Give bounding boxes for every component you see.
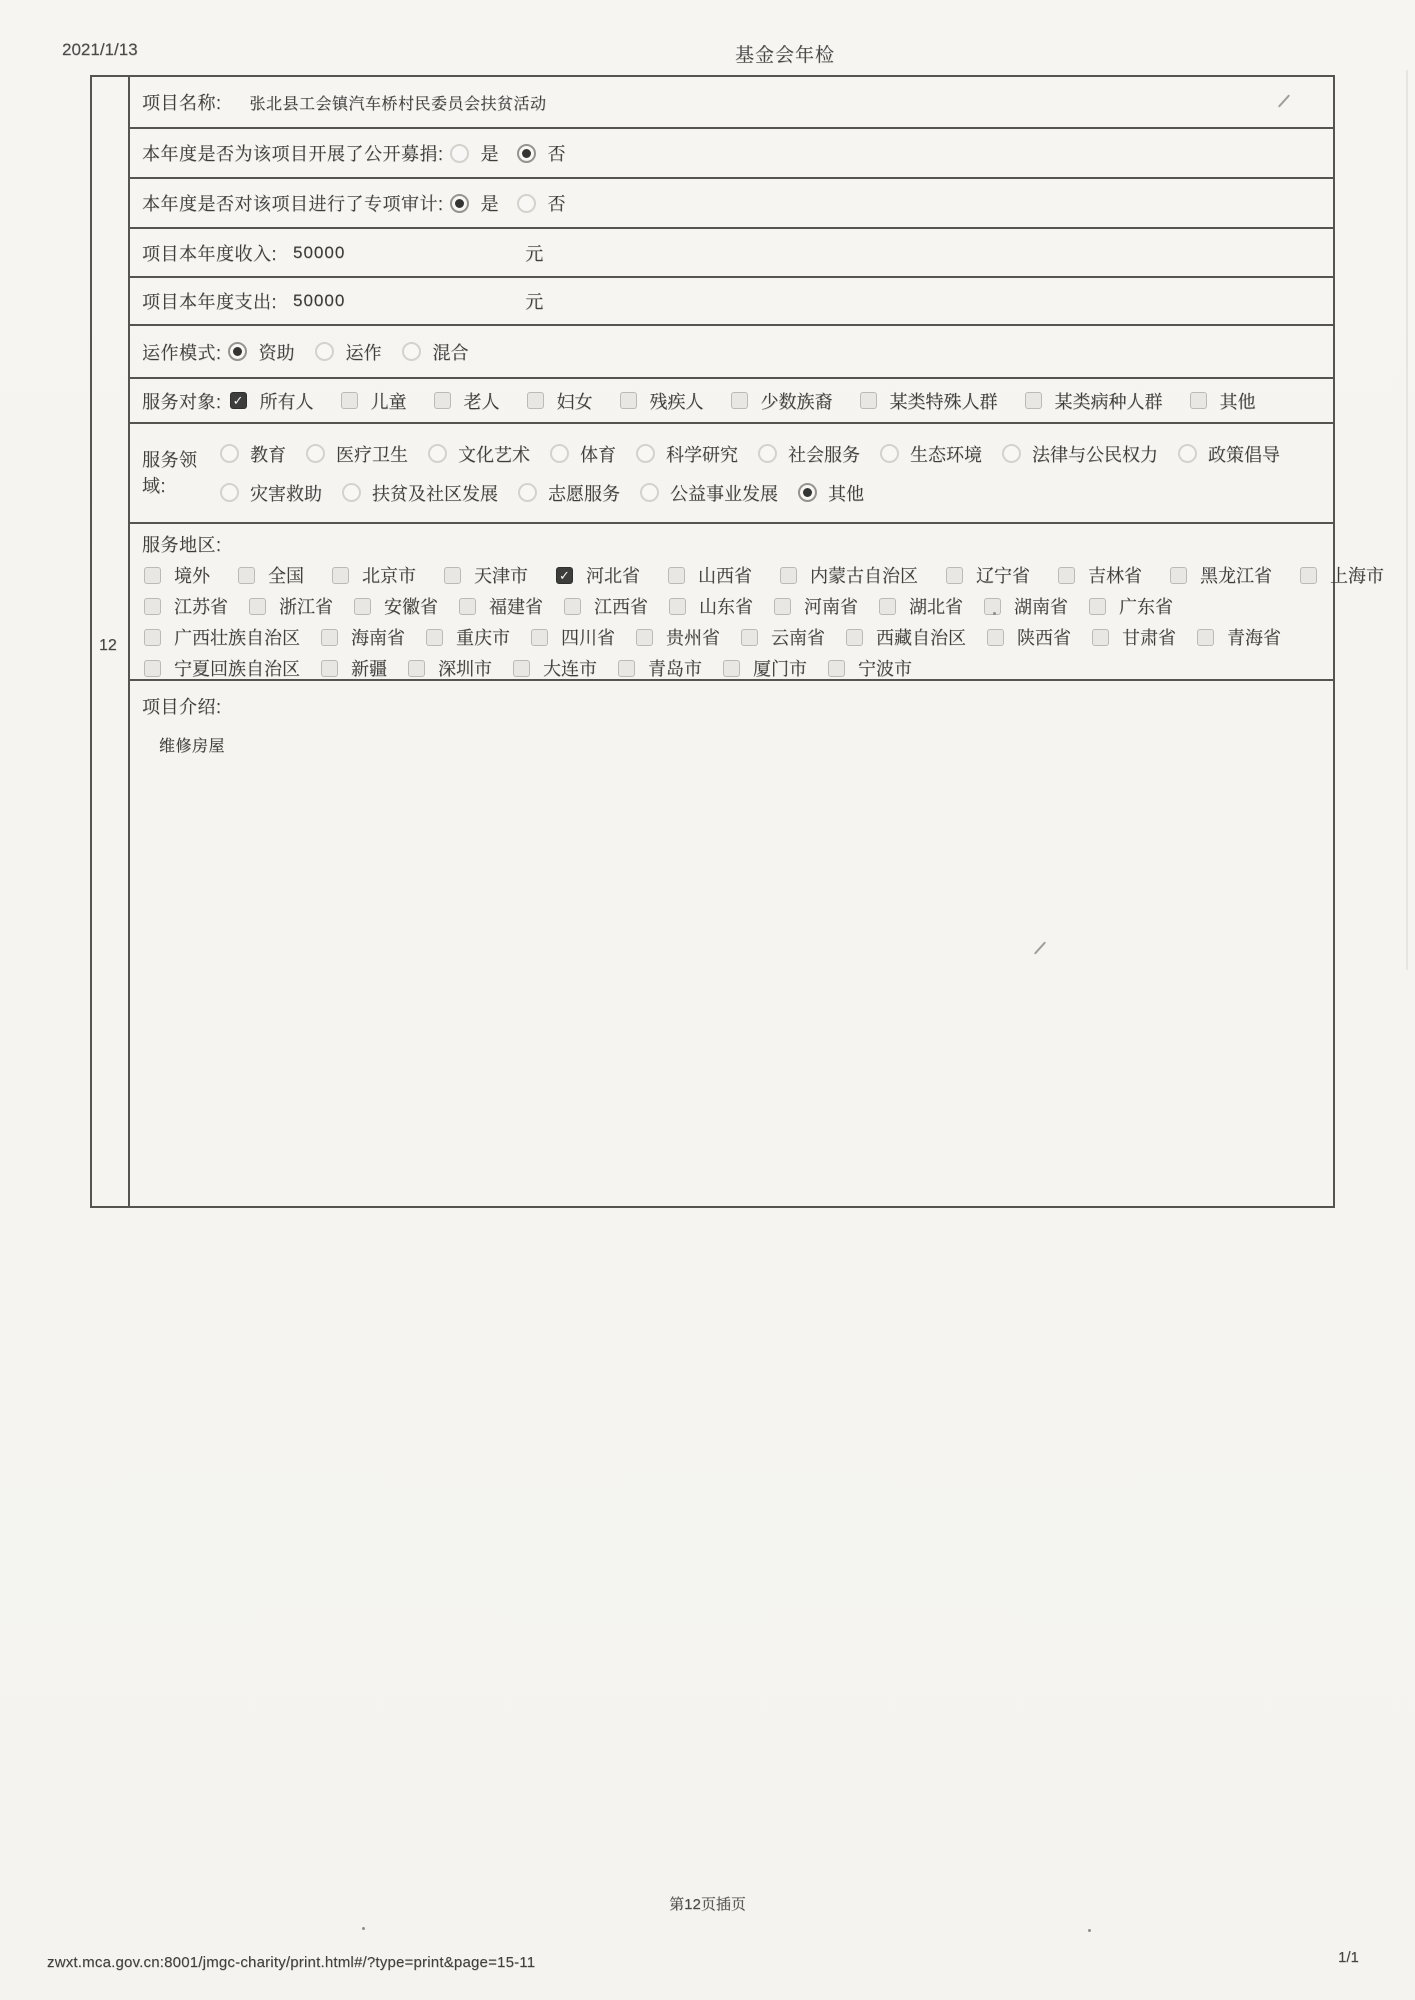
checkbox-option[interactable] [354, 593, 438, 619]
option-label: 上海市 [1330, 566, 1384, 586]
page-title: 基金会年检 [735, 45, 836, 66]
checkbox-option[interactable] [564, 593, 648, 619]
radio-icon[interactable] [517, 144, 536, 163]
scan-artifact-dot [362, 1927, 365, 1930]
radio-dot [455, 199, 464, 208]
option-label: 重庆市 [456, 628, 510, 648]
form-row-service-area [130, 524, 1384, 681]
footer-source-url: zwxt.mca.gov.cn:8001/jmgc-charity/print.html#/?type=print&page=15-11 [47, 1954, 536, 1971]
service-target-options [230, 388, 1256, 414]
checkbox-option[interactable] [144, 562, 210, 588]
radio-icon[interactable] [880, 444, 899, 463]
footer-page-indicator: 1/1 [1338, 1949, 1359, 1966]
radio-icon[interactable] [428, 444, 447, 463]
option-label: 深圳市 [438, 659, 492, 679]
option-label: 医疗卫生 [336, 444, 408, 465]
option-label: 老人 [463, 391, 500, 412]
option-label: 山东省 [699, 597, 753, 617]
radio-icon[interactable] [758, 444, 777, 463]
radio-icon[interactable] [517, 194, 536, 213]
radio-option[interactable] [342, 480, 498, 506]
option-label: 是 [480, 194, 499, 214]
checkbox-icon[interactable] [828, 660, 845, 677]
option-label: 云南省 [771, 628, 825, 648]
checkbox-option[interactable] [444, 562, 528, 588]
checkbox-option[interactable] [860, 388, 998, 414]
option-label: 四川省 [561, 628, 615, 648]
scan-artifact-dot [993, 612, 996, 615]
radio-option[interactable] [220, 480, 322, 506]
option-label: 广东省 [1119, 597, 1173, 617]
radio-icon[interactable] [228, 342, 247, 361]
radio-icon[interactable] [518, 483, 537, 502]
checkbox-icon[interactable] [1092, 629, 1109, 646]
radio-option[interactable] [220, 441, 286, 467]
special-audit-label: 本年度是否对该项目进行了专项审计: [142, 194, 444, 214]
radio-icon[interactable] [1002, 444, 1021, 463]
option-label: 体育 [580, 444, 616, 465]
checkbox-icon[interactable] [408, 660, 425, 677]
radio-icon[interactable] [220, 483, 239, 502]
income-value: 50000 [293, 242, 346, 262]
option-label: 陕西省 [1017, 628, 1071, 648]
footer-insert-note: 第12页插页 [669, 1896, 746, 1913]
radio-option[interactable] [428, 441, 530, 467]
option-label: 生态环境 [910, 444, 982, 465]
checkbox-icon[interactable] [144, 629, 161, 646]
radio-option[interactable] [450, 140, 499, 166]
checkbox-icon[interactable] [238, 567, 255, 584]
checkbox-option[interactable] [1025, 388, 1163, 414]
checkbox-option[interactable] [341, 388, 407, 414]
checkbox-icon[interactable] [434, 392, 451, 409]
service-target-label: 服务对象: [142, 391, 222, 412]
income-unit: 元 [525, 243, 544, 264]
scan-artifact-dot [1088, 1929, 1091, 1932]
checkbox-icon[interactable] [618, 660, 635, 677]
checkbox-option[interactable] [636, 624, 720, 650]
checkbox-option[interactable] [426, 624, 510, 650]
radio-icon[interactable] [798, 483, 817, 502]
checkbox-icon[interactable] [144, 567, 161, 584]
option-label: 某类病种人群 [1054, 391, 1163, 412]
public-fundraising-label: 本年度是否为该项目开展了公开募捐: [142, 144, 444, 164]
radio-option[interactable] [517, 140, 566, 166]
checkbox-option[interactable] [846, 624, 966, 650]
radio-option[interactable] [315, 339, 382, 365]
checkbox-option[interactable] [1170, 562, 1272, 588]
checkbox-icon[interactable] [1058, 567, 1075, 584]
form-row-special-audit [130, 179, 1333, 229]
checkbox-icon[interactable] [987, 629, 1004, 646]
checkbox-icon[interactable] [620, 392, 637, 409]
checkbox-icon[interactable] [741, 629, 758, 646]
form-row-project-name [130, 77, 1333, 129]
operation-mode-options [228, 339, 469, 365]
option-label: 所有人 [259, 391, 314, 412]
radio-icon[interactable] [450, 194, 469, 213]
option-label: 否 [547, 144, 566, 164]
radio-icon[interactable] [342, 483, 361, 502]
radio-icon[interactable] [402, 342, 421, 361]
checkbox-icon[interactable] [332, 567, 349, 584]
checkbox-icon[interactable] [731, 392, 748, 409]
form-row-project-intro [130, 681, 1333, 1206]
annual-inspection-form-table [90, 75, 1384, 1208]
checkbox-option[interactable] [408, 655, 492, 681]
option-label: 福建省 [489, 597, 543, 617]
option-label: 吉林省 [1088, 566, 1142, 586]
option-label: 海南省 [351, 628, 405, 648]
scan-edge-shadow [1406, 70, 1408, 970]
radio-option[interactable] [636, 441, 738, 467]
checkbox-icon[interactable] [946, 567, 963, 584]
option-label: 公益事业发展 [670, 483, 778, 504]
checkbox-icon[interactable] [846, 629, 863, 646]
option-label: 大连市 [543, 659, 597, 679]
option-label: 江苏省 [174, 597, 228, 617]
service-area-line1 [142, 562, 1384, 588]
checkbox-option[interactable] [1190, 388, 1256, 414]
option-label: 残疾人 [649, 391, 704, 412]
checkbox-icon[interactable] [321, 660, 338, 677]
option-label: 境外 [174, 566, 210, 586]
checkbox-icon[interactable] [780, 567, 797, 584]
radio-icon[interactable] [640, 483, 659, 502]
checkbox-option[interactable] [723, 655, 807, 681]
project-intro-value: 维修房屋 [159, 738, 226, 755]
option-label: 儿童 [370, 391, 407, 412]
checkbox-option[interactable] [238, 562, 304, 588]
side-page-number: 12 [99, 637, 117, 654]
option-label: 新疆 [351, 659, 387, 679]
form-row-public-fundraising [130, 129, 1333, 179]
option-label: 河北省 [586, 566, 640, 586]
radio-icon[interactable] [636, 444, 655, 463]
option-label: 社会服务 [788, 444, 860, 465]
service-field-options-line2 [220, 480, 1321, 506]
checkbox-option[interactable] [731, 388, 833, 414]
checkbox-option[interactable] [1089, 593, 1173, 619]
radio-option[interactable] [450, 190, 499, 216]
radio-icon[interactable] [550, 444, 569, 463]
checkbox-icon[interactable] [636, 629, 653, 646]
checkbox-icon[interactable] [1190, 392, 1207, 409]
checkbox-option[interactable] [1058, 562, 1142, 588]
option-label: 青岛市 [648, 659, 702, 679]
option-label: 否 [547, 194, 566, 214]
checkbox-icon[interactable] [249, 598, 266, 615]
checkbox-icon[interactable] [444, 567, 461, 584]
checkbox-icon[interactable] [860, 392, 877, 409]
checkbox-icon[interactable] [144, 598, 161, 615]
checkbox-option[interactable] [780, 562, 918, 588]
checkbox-option[interactable] [434, 388, 500, 414]
option-label: 灾害救助 [250, 483, 322, 504]
expense-value: 50000 [293, 291, 346, 310]
option-label: 安徽省 [384, 597, 438, 617]
checkbox-option[interactable] [321, 655, 387, 681]
option-label: 西藏自治区 [876, 628, 966, 648]
option-label: 资助 [258, 342, 295, 363]
option-label: 天津市 [474, 566, 528, 586]
radio-option[interactable] [306, 441, 408, 467]
option-label: 志愿服务 [548, 483, 620, 504]
checkbox-icon[interactable] [144, 660, 161, 677]
service-field-options-line1 [220, 441, 1321, 467]
checkbox-option[interactable] [668, 562, 752, 588]
service-area-line3 [142, 624, 1321, 650]
checkbox-icon[interactable] [1025, 392, 1042, 409]
form-row-service-field [130, 424, 1333, 524]
option-label: 扶贫及社区发展 [372, 483, 498, 504]
option-label: 青海省 [1227, 628, 1281, 648]
checkbox-option[interactable] [321, 624, 405, 650]
checkbox-option[interactable] [249, 593, 333, 619]
checkbox-icon[interactable] [341, 392, 358, 409]
radio-option[interactable] [1178, 441, 1280, 467]
option-label: 贵州省 [666, 628, 720, 648]
expense-label: 项目本年度支出: [142, 292, 278, 312]
option-label: 其他 [1219, 391, 1256, 412]
form-row-service-target [130, 379, 1333, 424]
radio-option[interactable] [1002, 441, 1158, 467]
option-label: 全国 [268, 566, 304, 586]
option-label: 法律与公民权力 [1032, 444, 1158, 465]
income-label: 项目本年度收入: [142, 243, 278, 264]
radio-icon[interactable] [220, 444, 239, 463]
option-label: 少数族裔 [760, 391, 833, 412]
form-row-income [130, 229, 1333, 278]
operation-mode-label: 运作模式: [142, 342, 222, 363]
checkbox-option[interactable] [144, 624, 300, 650]
radio-dot [803, 488, 812, 497]
option-label: 黑龙江省 [1200, 566, 1272, 586]
checkbox-option[interactable] [984, 593, 1068, 619]
radio-icon[interactable] [450, 144, 469, 163]
checkbox-option[interactable] [144, 655, 300, 681]
checkbox-icon[interactable]: ✓ [230, 392, 247, 409]
radio-option[interactable] [880, 441, 982, 467]
checkbox-icon[interactable] [426, 629, 443, 646]
checkbox-icon[interactable] [1089, 598, 1106, 615]
checkbox-icon[interactable] [354, 598, 371, 615]
checkbox-option[interactable] [230, 388, 314, 414]
checkbox-icon[interactable] [669, 598, 686, 615]
checkbox-icon[interactable] [879, 598, 896, 615]
option-label: 浙江省 [279, 597, 333, 617]
option-label: 其他 [828, 483, 864, 504]
radio-icon[interactable] [315, 342, 334, 361]
radio-icon[interactable] [306, 444, 325, 463]
option-label: 宁夏回族自治区 [174, 659, 300, 679]
print-date: 2021/1/13 [62, 40, 138, 59]
checkbox-option[interactable] [828, 655, 912, 681]
option-label: 湖南省 [1014, 597, 1068, 617]
checkbox-icon[interactable] [668, 567, 685, 584]
option-label: 政策倡导 [1208, 444, 1280, 465]
public-fundraising-options [450, 140, 566, 166]
checkbox-option[interactable] [741, 624, 825, 650]
checkbox-option[interactable] [332, 562, 416, 588]
checkbox-icon[interactable] [564, 598, 581, 615]
option-label: 教育 [250, 444, 286, 465]
radio-option[interactable] [550, 441, 616, 467]
service-field-label: 服务领 域: [142, 450, 198, 496]
option-label: 厦门市 [753, 659, 807, 679]
checkbox-option[interactable] [774, 593, 858, 619]
checkbox-option[interactable] [618, 655, 702, 681]
option-label: 辽宁省 [976, 566, 1030, 586]
project-name-value: 张北县工会镇汽车桥村民委员会扶贫活动 [249, 95, 547, 113]
radio-icon[interactable] [1178, 444, 1197, 463]
checkbox-icon[interactable] [1170, 567, 1187, 584]
special-audit-options [450, 190, 566, 216]
checkbox-icon[interactable] [527, 392, 544, 409]
checkbox-option[interactable] [946, 562, 1030, 588]
service-area-line2 [142, 593, 1321, 619]
checkbox-icon[interactable] [1197, 629, 1214, 646]
option-label: 甘肃省 [1122, 628, 1176, 648]
form-row-operation-mode [130, 326, 1333, 379]
checkbox-icon[interactable]: ✓ [556, 567, 573, 584]
checkbox-option[interactable] [144, 593, 228, 619]
project-intro-label: 项目介绍: [142, 697, 222, 717]
checkbox-option[interactable] [459, 593, 543, 619]
checkbox-option[interactable] [527, 388, 593, 414]
checkbox-option[interactable] [669, 593, 753, 619]
checkbox-icon[interactable] [459, 598, 476, 615]
radio-option[interactable] [640, 480, 778, 506]
option-label: 混合 [432, 342, 469, 363]
checkbox-option[interactable] [1092, 624, 1176, 650]
radio-dot [522, 149, 531, 158]
expense-unit: 元 [525, 292, 544, 312]
checkbox-icon[interactable] [513, 660, 530, 677]
radio-option[interactable] [402, 339, 469, 365]
service-area-label: 服务地区: [142, 535, 222, 555]
form-row-expense [130, 278, 1333, 326]
checkbox-option[interactable] [879, 593, 963, 619]
checkbox-option[interactable] [513, 655, 597, 681]
checkbox-option[interactable] [1197, 624, 1281, 650]
checkbox-icon[interactable] [531, 629, 548, 646]
option-label: 科学研究 [666, 444, 738, 465]
checkbox-option[interactable] [1300, 562, 1384, 588]
checkbox-option[interactable] [556, 562, 640, 588]
radio-option[interactable] [517, 190, 566, 216]
checkbox-option[interactable] [987, 624, 1071, 650]
checkbox-icon[interactable] [321, 629, 338, 646]
option-label: 宁波市 [858, 659, 912, 679]
option-label: 是 [480, 144, 499, 164]
option-label: 运作 [345, 342, 382, 363]
checkbox-icon[interactable] [774, 598, 791, 615]
checkbox-icon[interactable] [723, 660, 740, 677]
option-label: 广西壮族自治区 [174, 628, 300, 648]
option-label: 湖北省 [909, 597, 963, 617]
option-label: 内蒙古自治区 [810, 566, 918, 586]
service-area-line4 [142, 655, 1321, 681]
radio-option[interactable] [758, 441, 860, 467]
project-name-label: 项目名称: [142, 93, 222, 113]
option-label: 北京市 [362, 566, 416, 586]
option-label: 文化艺术 [458, 444, 530, 465]
radio-option[interactable] [228, 339, 295, 365]
radio-option[interactable] [798, 480, 864, 506]
row-number-gutter [92, 77, 130, 1206]
option-label: 某类特殊人群 [889, 391, 998, 412]
checkbox-option[interactable] [531, 624, 615, 650]
checkbox-icon[interactable] [1300, 567, 1317, 584]
option-label: 江西省 [594, 597, 648, 617]
radio-option[interactable] [518, 480, 620, 506]
option-label: 妇女 [556, 391, 593, 412]
checkbox-option[interactable] [620, 388, 704, 414]
radio-dot [233, 347, 242, 356]
option-label: 河南省 [804, 597, 858, 617]
option-label: 山西省 [698, 566, 752, 586]
